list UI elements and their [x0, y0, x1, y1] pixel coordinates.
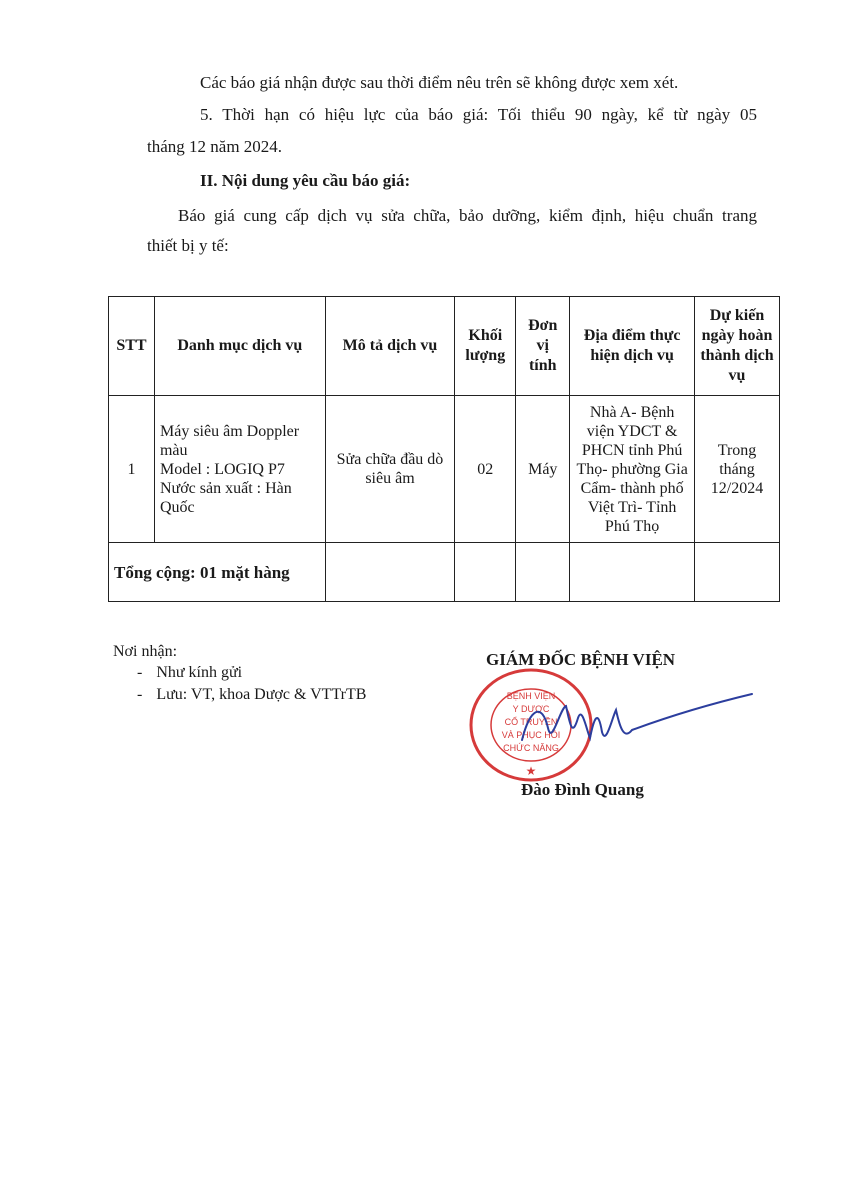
service-table	[108, 296, 780, 602]
header-location: Địa điểm thực hiện dịch vụ	[570, 297, 695, 396]
total-empty-cell	[570, 543, 695, 602]
cell-unit: Máy	[516, 396, 570, 543]
cell-location: Nhà A- Bệnh viện YDCT & PHCN tỉnh Phú Thọ- phường Gia Cẩm- thành phố Việt Trì- Tỉnh Phú Thọ	[570, 396, 695, 543]
header-description: Mô tả dịch vụ	[325, 297, 455, 396]
table-header-row	[109, 297, 780, 396]
table-total-row	[109, 543, 780, 602]
table-row	[109, 396, 780, 543]
header-category: Danh mục dịch vụ	[154, 297, 325, 396]
intro-line-2: 5. Thời hạn có hiệu lực của báo giá: Tối thiểu 90 ngày, kể từ ngày 05	[200, 105, 757, 124]
svg-text:CỔ TRUYỀN: CỔ TRUYỀN	[504, 717, 558, 727]
header-quantity: Khối lượng	[455, 297, 516, 396]
total-label: Tổng cộng: 01 mặt hàng	[109, 543, 326, 602]
director-signature	[520, 688, 755, 758]
svg-text:Y DƯỢC: Y DƯỢC	[512, 704, 550, 714]
svg-text:CHỨC NĂNG: CHỨC NĂNG	[503, 743, 559, 753]
cell-stt: 1	[109, 396, 155, 543]
svg-text:★: ★	[525, 764, 537, 778]
cell-description: Sửa chữa đầu dò siêu âm	[325, 396, 455, 543]
svg-text:BỆNH VIỆN: BỆNH VIỆN	[506, 691, 556, 701]
intro-line-3: tháng 12 năm 2024.	[147, 137, 283, 156]
signatory-name: Đào Đình Quang	[521, 780, 644, 799]
category-line-3: Nước sản xuất : Hàn Quốc	[159, 479, 292, 516]
intro-line-1: Các báo giá nhận được sau thời điểm nêu trên sẽ không được xem xét.	[200, 73, 679, 92]
recipients-label: Nơi nhận:	[113, 643, 178, 660]
total-empty-cell	[695, 543, 780, 602]
header-expected-date: Dự kiến ngày hoàn thành dịch vụ	[695, 297, 780, 396]
total-empty-cell	[516, 543, 570, 602]
category-line-1: Máy siêu âm Doppler màu	[159, 422, 300, 459]
recipient-item: - Như kính gửi	[137, 664, 243, 681]
svg-text:VÀ PHỤC HỒI: VÀ PHỤC HỒI	[501, 730, 561, 740]
cell-expected-date: Trong tháng 12/2024	[695, 396, 780, 543]
section-heading: II. Nội dung yêu cầu báo giá:	[200, 171, 411, 190]
section-paragraph-line-1: Báo giá cung cấp dịch vụ sửa chữa, bảo dưỡng, kiểm định, hiệu chuẩn trang	[178, 206, 757, 225]
cell-category	[154, 396, 325, 543]
header-unit: Đơn vị tính	[516, 297, 570, 396]
total-empty-cell	[455, 543, 516, 602]
category-line-2: Model : LOGIQ P7	[159, 460, 285, 478]
signatory-title: GIÁM ĐỐC BỆNH VIỆN	[486, 650, 676, 669]
header-stt: STT	[109, 297, 155, 396]
recipient-item: - Lưu: VT, khoa Dược & VTTrTB	[137, 686, 367, 703]
cell-quantity: 02	[455, 396, 516, 543]
section-paragraph-line-2: thiết bị y tế:	[147, 236, 229, 255]
total-empty-cell	[325, 543, 455, 602]
